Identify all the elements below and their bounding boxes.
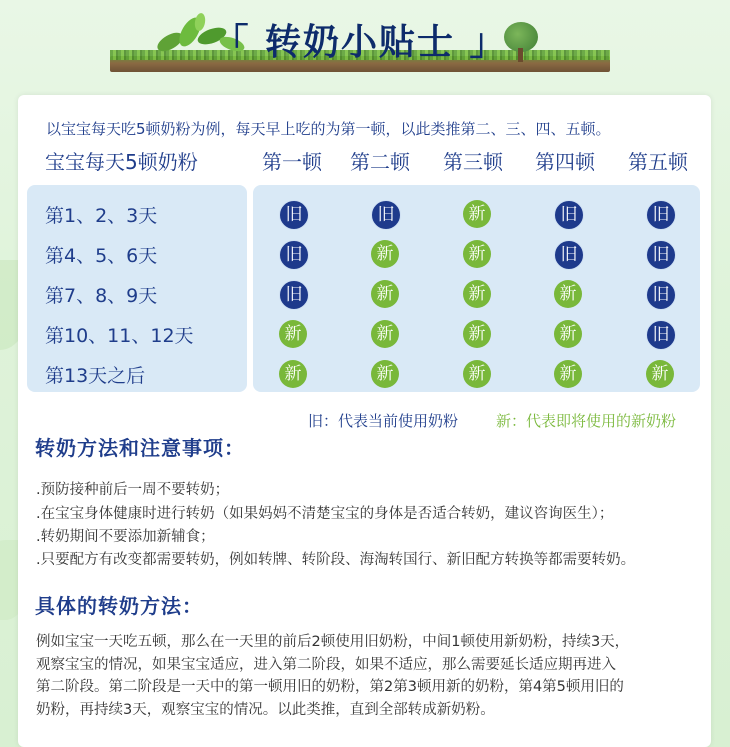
old-formula-badge: 旧 [646, 240, 676, 270]
new-formula-badge: 新 [279, 360, 307, 388]
title-banner [110, 10, 610, 72]
specific-heading: 具体的转奶方法： [35, 594, 203, 618]
column-header: 第一顿 [262, 150, 322, 174]
new-formula-badge: 新 [463, 280, 491, 308]
method-heading: 转奶方法和注意事项： [35, 436, 245, 460]
specific-paragraph [36, 631, 706, 721]
method-item: .只要配方有改变都需要转奶，例如转牌、转阶段、海淘转国行、新旧配方转换等都需要转奶。 [36, 552, 636, 568]
legend-new: 新：代表即将使用的新奶粉 [496, 412, 677, 430]
row-label: 第13天之后 [45, 365, 146, 387]
old-formula-badge: 旧 [646, 320, 676, 350]
new-formula-badge: 新 [554, 320, 582, 348]
new-formula-badge: 新 [463, 200, 491, 228]
paragraph-line: 第二阶段。第二阶段是一天中的第一顿用旧的奶粉，第2第3顿用新的奶粉，第4第5顿用旧的 [36, 679, 624, 695]
old-formula-badge: 旧 [646, 280, 676, 310]
new-formula-badge: 新 [554, 360, 582, 388]
old-formula-badge: 旧 [646, 200, 676, 230]
intro-text: 以宝宝每天吃5顿奶粉为例，每天早上吃的为第一顿，以此类推第二、三、四、五顿。 [46, 120, 611, 138]
row-label: 第1、2、3天 [45, 205, 158, 227]
new-formula-badge: 新 [371, 240, 399, 268]
row-label: 第7、8、9天 [45, 285, 158, 307]
column-header: 第五顿 [628, 150, 688, 174]
column-header: 第二顿 [350, 150, 410, 174]
method-item: .转奶期间不要添加新辅食； [36, 529, 215, 545]
column-header: 第三顿 [443, 150, 503, 174]
legend-old: 旧：代表当前使用奶粉 [308, 412, 459, 430]
new-formula-badge: 新 [646, 360, 674, 388]
paragraph-line: 例如宝宝一天吃五顿，那么在一天里的前后2顿使用旧奶粉，中间1顿使用新奶粉，持续3天， [36, 634, 630, 650]
paragraph-line: 奶粉，再持续3天，观察宝宝的情况。以此类推，直到全部转成新奶粉。 [36, 701, 495, 718]
row-label: 第4、5、6天 [45, 245, 158, 267]
new-formula-badge: 新 [371, 280, 399, 308]
table-corner-label: 宝宝每天5顿奶粉 [45, 150, 198, 174]
method-item: .在宝宝身体健康时进行转奶（如果妈妈不清楚宝宝的身体是否适合转奶，建议咨询医生）； [36, 506, 614, 522]
old-formula-badge: 旧 [371, 200, 401, 230]
old-formula-badge: 旧 [279, 200, 309, 230]
new-formula-badge: 新 [463, 320, 491, 348]
new-formula-badge: 新 [371, 360, 399, 388]
old-formula-badge: 旧 [279, 280, 309, 310]
old-formula-badge: 旧 [554, 200, 584, 230]
page-title: 「 转奶小贴士 」 [212, 22, 508, 63]
new-formula-badge: 新 [554, 280, 582, 308]
method-item: .预防接种前后一周不要转奶； [36, 482, 230, 498]
row-label: 第10、11、12天 [45, 325, 194, 347]
new-formula-badge: 新 [371, 320, 399, 348]
old-formula-badge: 旧 [554, 240, 584, 270]
paragraph-line: 观察宝宝的情况，如果宝宝适应，进入第二阶段，如果不适应，那么需要延长适应期再进入 [36, 656, 616, 673]
old-formula-badge: 旧 [279, 240, 309, 270]
new-formula-badge: 新 [279, 320, 307, 348]
new-formula-badge: 新 [463, 360, 491, 388]
column-header: 第四顿 [535, 150, 595, 174]
new-formula-badge: 新 [463, 240, 491, 268]
